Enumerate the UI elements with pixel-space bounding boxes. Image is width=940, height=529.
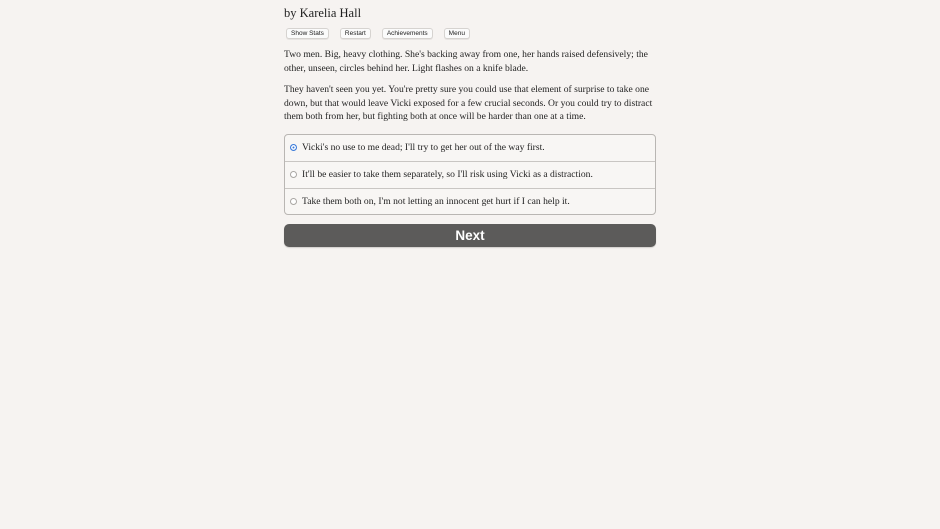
menu-button[interactable]: Menu — [444, 28, 470, 39]
restart-button[interactable]: Restart — [340, 28, 371, 39]
toolbar — [286, 28, 481, 40]
radio-unselected-icon[interactable] — [290, 198, 297, 205]
achievements-button[interactable]: Achievements — [382, 28, 433, 39]
choice-option[interactable] — [285, 189, 655, 215]
choice-option[interactable] — [285, 162, 655, 189]
radio-unselected-icon[interactable] — [290, 171, 297, 178]
choice-label: Take them both on, I'm not letting an innocent get hurt if I can help it. — [302, 196, 570, 207]
choice-label: It'll be easier to take them separately, so I'll risk using Vicki as a distraction. — [302, 169, 593, 180]
choice-option[interactable] — [285, 135, 655, 162]
choice-list — [284, 134, 656, 215]
choice-label: Vicki's no use to me dead; I'll try to get her out of the way first. — [302, 142, 545, 153]
radio-selected-icon[interactable] — [290, 144, 297, 151]
author-byline: by Karelia Hall — [284, 6, 362, 20]
show-stats-button[interactable]: Show Stats — [286, 28, 329, 39]
story-paragraph: They haven't seen you yet. You're pretty sure you could use that element of surprise to take one down, but that would leave Vicki exposed for a few crucial seconds. Or you could try to distract them both from her, but fighting both at once will be harder than one at a time. — [284, 84, 653, 122]
next-button[interactable]: Next — [284, 224, 656, 247]
story-paragraph: Two men. Big, heavy clothing. She's backing away from one, her hands raised defensively; the other, unseen, circles behind her. Light flashes on a knife blade. — [284, 49, 648, 74]
